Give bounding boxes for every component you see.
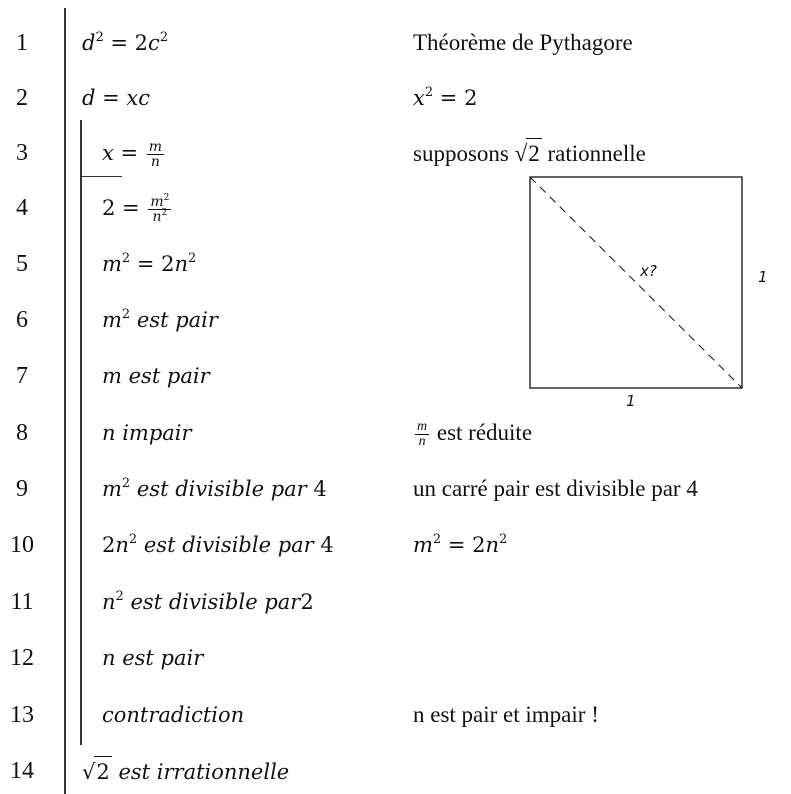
formula-text: est divisible par <box>136 477 307 501</box>
formula-text: est divisible par <box>143 533 314 557</box>
justification-line-3: supposons √ 2 rationnelle <box>413 138 646 169</box>
formula-text: est pair <box>136 308 218 332</box>
justification-line-10: $m^2 = 2n^2$ <box>413 532 508 557</box>
justification-line-9: un carré pair est divisible par 4 <box>413 476 698 501</box>
formula-line-4: 2 = $\frac{m^2}{n^2}$ <box>102 193 170 225</box>
side-label-bottom: 1 <box>626 392 636 410</box>
formula-line-1: $d^2 = 2c^2$ <box>82 30 169 55</box>
line-number: 10 <box>10 532 34 558</box>
formula-line-11: $n^2$ est divisible par2 <box>102 589 314 614</box>
line-number: 7 <box>16 363 28 389</box>
justification-line-1: Théorème de Pythagore <box>413 30 633 55</box>
formula-line-14: √ 2 est irrationnelle <box>82 756 289 787</box>
formula-line-7: m est pair <box>102 364 210 388</box>
line-number: 13 <box>10 702 34 728</box>
line-number: 9 <box>16 476 28 502</box>
diagonal-label: x? <box>640 262 657 280</box>
line-number: 14 <box>10 758 34 784</box>
formula-text: contradiction <box>102 703 245 727</box>
formula-line-9: $m^2$ est divisible par 4 <box>102 476 327 501</box>
line-number: 5 <box>16 251 28 277</box>
diagonal-dashed <box>530 177 742 388</box>
formula-line-5: $m^2 = 2n^2$ <box>102 251 197 276</box>
line-number: 11 <box>10 589 34 615</box>
formula-line-3: x = $\frac{m}{n}$ <box>102 139 163 170</box>
justification-line-2: $x^2 = 2$ <box>413 85 478 110</box>
formula-text: est pair <box>122 646 204 670</box>
formula-text: impair <box>122 421 192 445</box>
formula-text: est pair <box>128 364 210 388</box>
line-number: 1 <box>16 30 28 56</box>
formula-line-12: n est pair <box>102 646 204 670</box>
line-number: 6 <box>16 307 28 333</box>
side-label-right: 1 <box>758 268 768 286</box>
line-number: 12 <box>10 645 34 671</box>
line-number: 3 <box>16 140 28 166</box>
formula-line-2: d = xc <box>82 86 151 110</box>
formula-line-8: n impair <box>102 421 192 445</box>
formula-text: est irrationnelle <box>118 760 290 784</box>
line-number: 2 <box>16 85 28 111</box>
formula-line-10: $2n^2$ est divisible par 4 <box>102 532 334 557</box>
line-number: 8 <box>16 420 28 446</box>
formula-line-6: $m^2$ est pair <box>102 307 218 332</box>
justification-line-8: $\frac{m}{n}$ est réduite <box>417 419 533 450</box>
line-number: 4 <box>16 195 28 221</box>
justification-line-13: n est pair et impair ! <box>413 702 599 727</box>
formula-text: est divisible par <box>130 590 301 614</box>
